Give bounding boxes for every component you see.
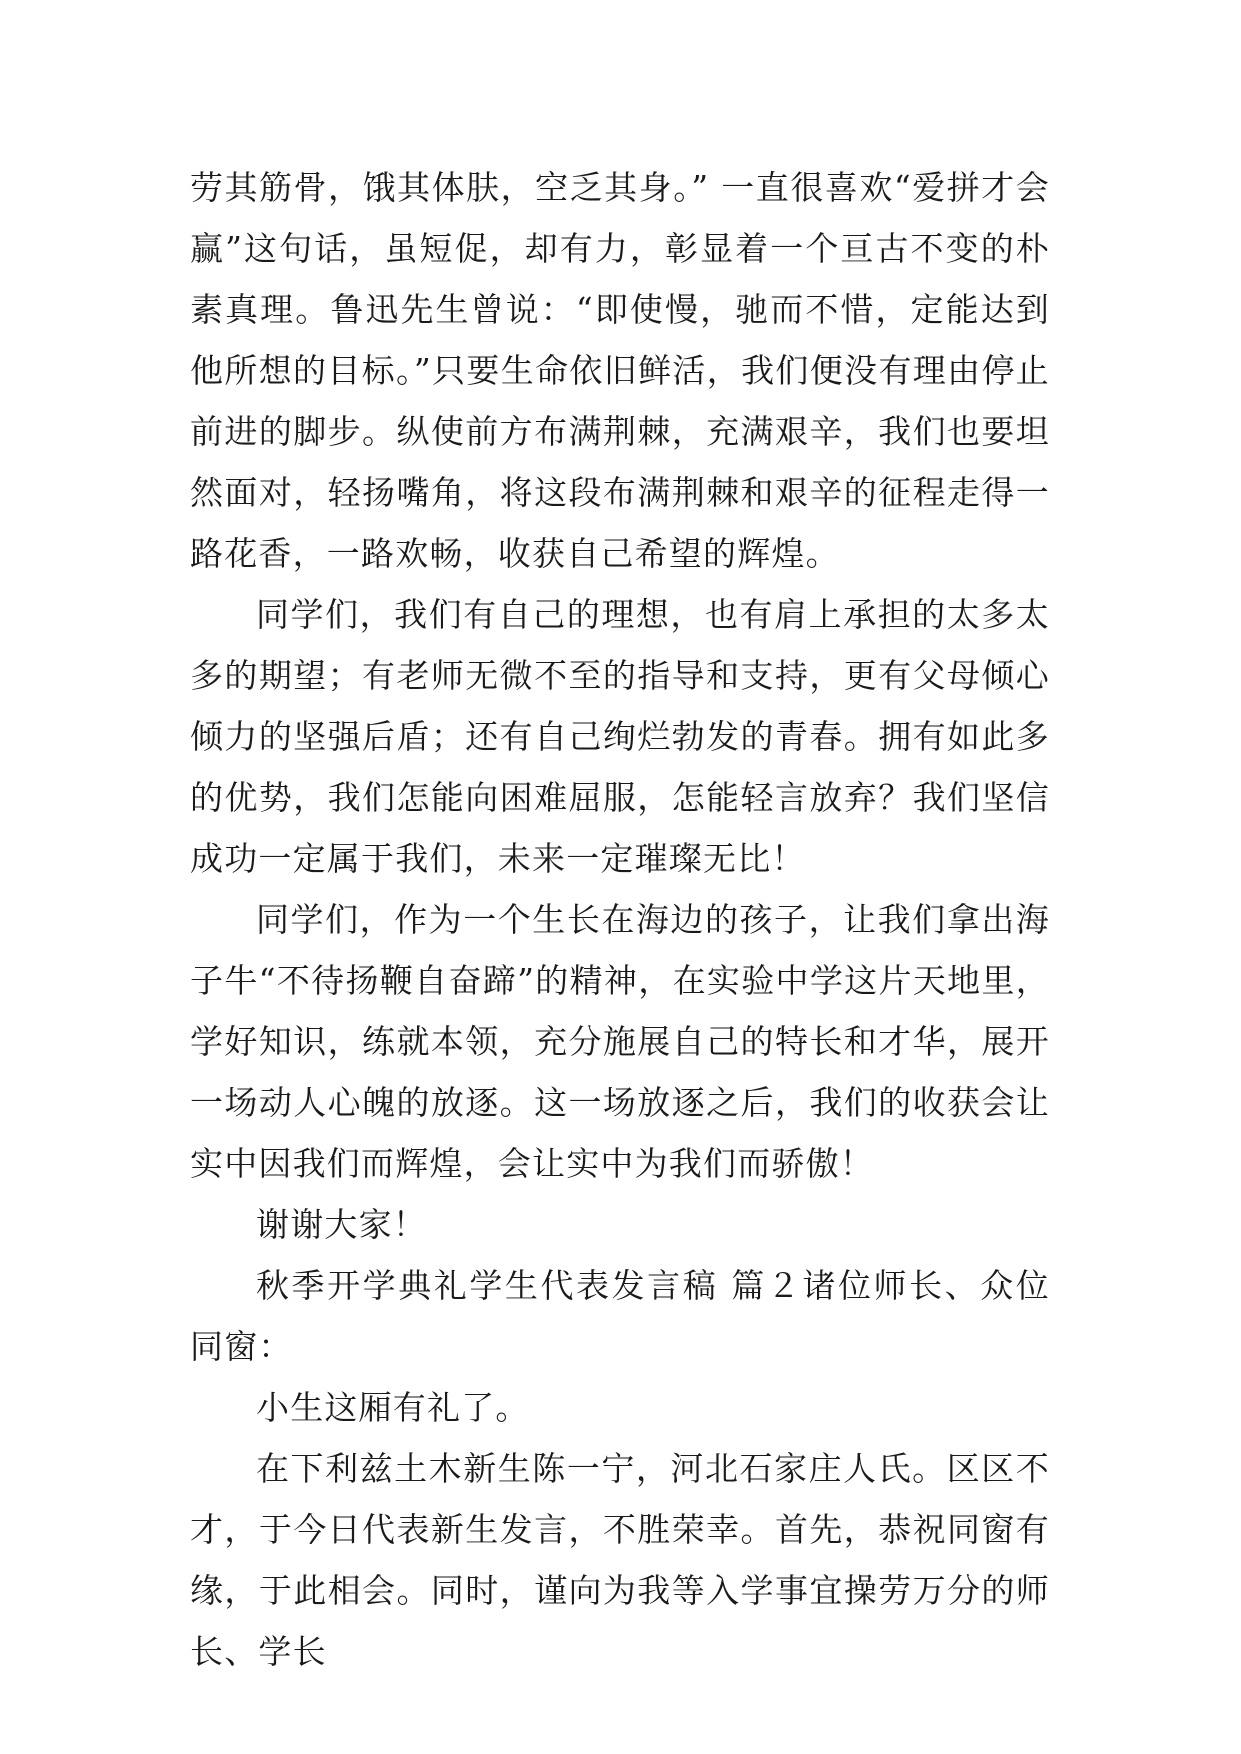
paragraph-7: 在下利兹土木新生陈一宁，河北石家庄人氏。区区不才，于今日代表新生发言，不胜荣幸。首先，恭祝同窗有缘，于此相会。同时，谨向为我等入学事宜操劳万分的师长、学长 <box>190 1449 1050 1671</box>
paragraph-4: 谢谢大家！ <box>256 1205 427 1244</box>
document-body <box>190 157 1050 1682</box>
paragraph-6: 小生这厢有礼了。 <box>256 1388 530 1427</box>
paragraph-3: 同学们，作为一个生长在海边的孩子，让我们拿出海子牛“不待扬鞭自奋蹄”的精神，在实验中学这片天地里，学好知识，练就本领，充分施展自己的特长和才华，展开一场动人心魄的放逐。这一场放逐之后，我们的收获会让实中因我们而辉煌，会让实中为我们而骄傲！ <box>190 900 1050 1183</box>
paragraph-5: 秋季开学典礼学生代表发言稿 篇２诸位师长、众位同窗： <box>190 1266 1050 1366</box>
paragraph-1: 劳其筋骨，饿其体肤，空乏其身。” 一直很喜欢“爱拼才会赢”这句话，虽短促，却有力，彰显着一个亘古不变的朴素真理。鲁迅先生曾说：“即使慢，驰而不惜，定能达到他所想的目标。”只要生命依旧鲜活，我们便没有理由停止前进的脚步。纵使前方布满荆棘，充满艰辛，我们也要坦然面对，轻扬嘴角，将这段布满荆棘和艰辛的征程走得一路花香，一路欢畅，收获自己希望的辉煌。 <box>190 168 1050 573</box>
paragraph-2: 同学们，我们有自己的理想，也有肩上承担的太多太多的期望；有老师无微不至的指导和支持，更有父母倾心倾力的坚强后盾；还有自己绚烂勃发的青春。拥有如此多的优势，我们怎能向困难屈服，怎能轻言放弃？我们坚信成功一定属于我们，未来一定璀璨无比！ <box>190 595 1050 878</box>
